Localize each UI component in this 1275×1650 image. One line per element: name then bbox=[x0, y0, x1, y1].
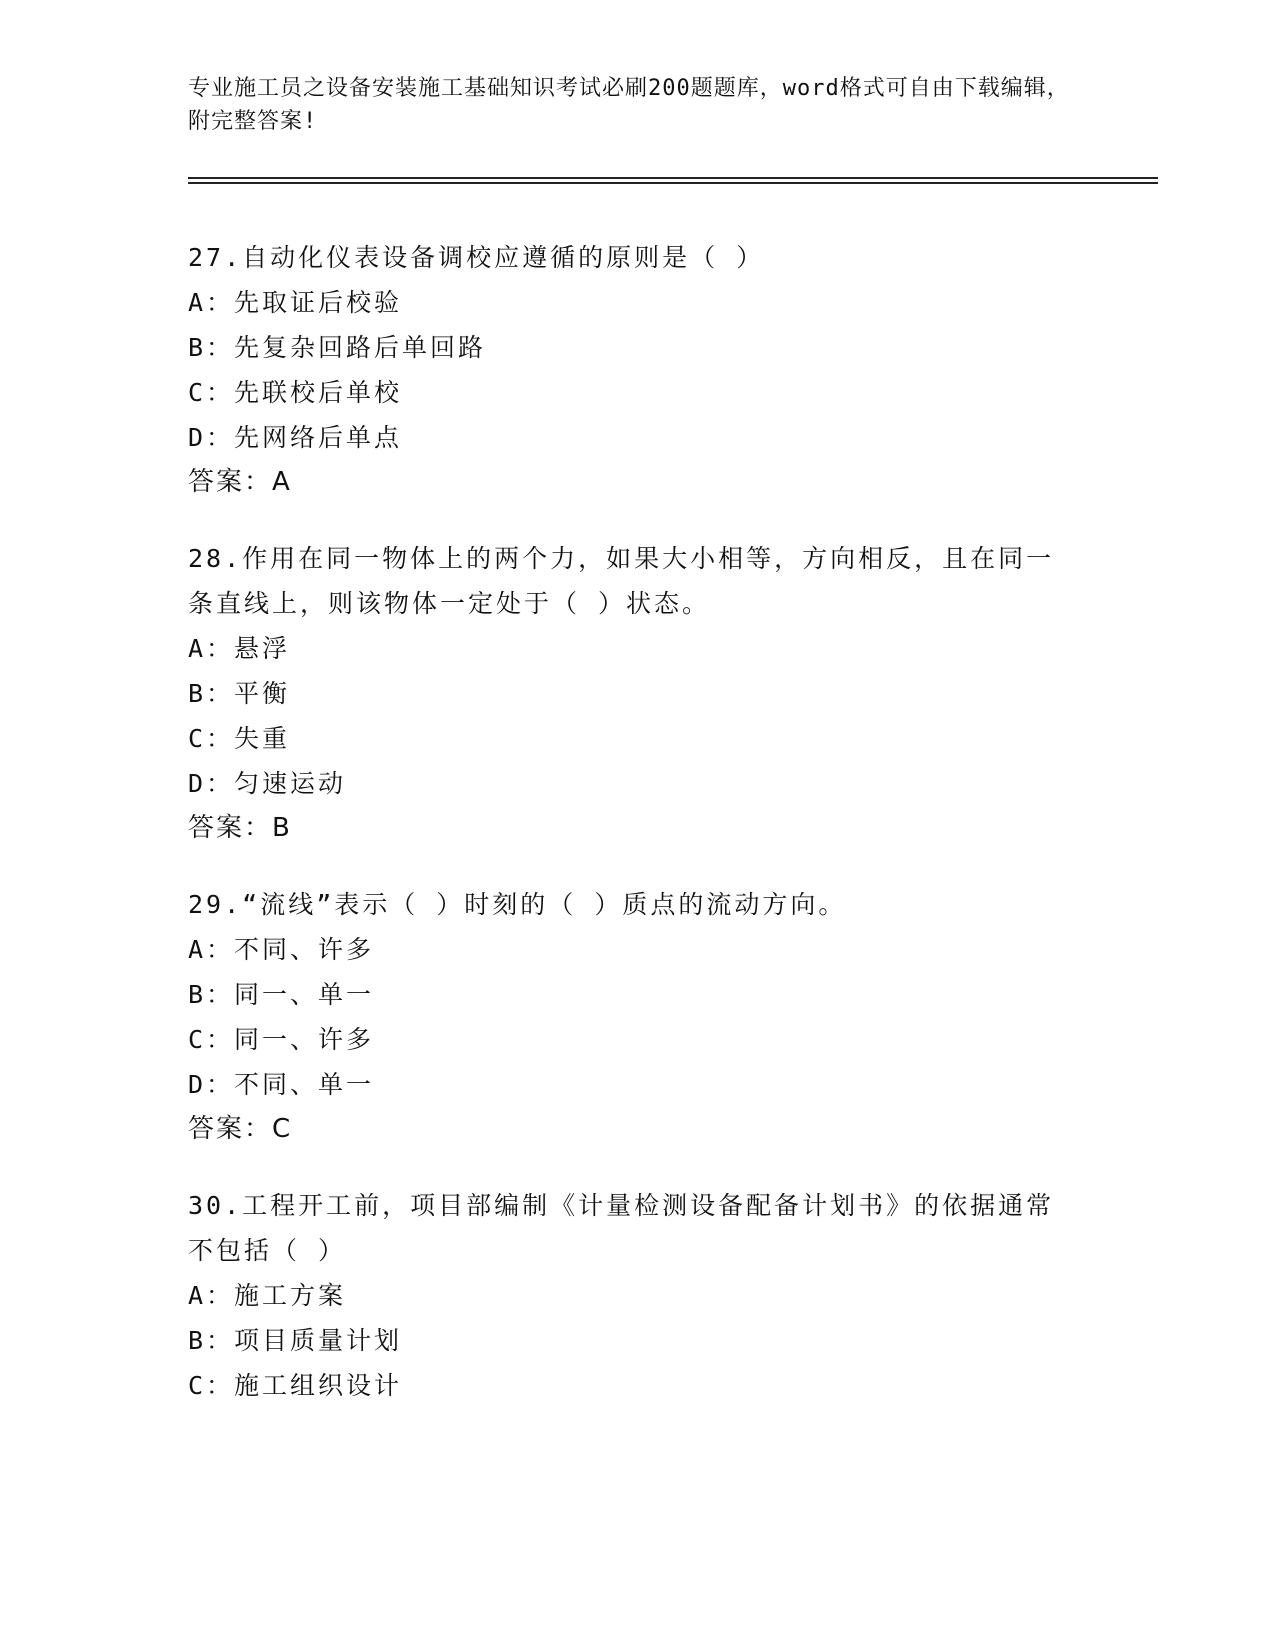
option-b: B：项目质量计划 bbox=[188, 1326, 403, 1355]
question-28 bbox=[188, 536, 1088, 851]
option-c: C：先联校后单校 bbox=[188, 378, 403, 407]
option-d: D：不同、单一 bbox=[188, 1070, 375, 1099]
question-27 bbox=[188, 235, 1088, 505]
answer-line: 答案：A bbox=[188, 467, 292, 497]
option-a: A：不同、许多 bbox=[188, 935, 375, 964]
option-a: A：先取证后校验 bbox=[188, 288, 403, 317]
option-c: C：同一、许多 bbox=[188, 1025, 375, 1054]
option-c: C：施工组织设计 bbox=[188, 1371, 403, 1400]
question-list bbox=[188, 235, 1088, 1439]
option-c: C：失重 bbox=[188, 724, 291, 753]
document-header: 专业施工员之设备安装施工基础知识考试必刷200题题库，word格式可自由下载编辑，附完整答案! bbox=[188, 76, 1070, 134]
option-d: D：匀速运动 bbox=[188, 769, 347, 798]
option-a: A：悬浮 bbox=[188, 634, 291, 663]
question-30 bbox=[188, 1183, 1088, 1408]
option-a: A：施工方案 bbox=[188, 1281, 347, 1310]
header-rule-top bbox=[188, 177, 1158, 179]
question-29 bbox=[188, 882, 1088, 1152]
option-d: D：先网络后单点 bbox=[188, 423, 403, 452]
option-b: B：先复杂回路后单回路 bbox=[188, 333, 487, 362]
answer-line: 答案：C bbox=[188, 1114, 293, 1144]
question-stem: 28.作用在同一物体上的两个力，如果大小相等，方向相反，且在同一条直线上，则该物体一定处于（ ）状态。 bbox=[188, 544, 1055, 618]
option-b: B：平衡 bbox=[188, 679, 291, 708]
answer-line: 答案：B bbox=[188, 813, 292, 843]
question-stem: 27.自动化仪表设备调校应遵循的原则是（ ） bbox=[188, 243, 765, 272]
header-rule-bottom bbox=[188, 182, 1158, 184]
question-stem: 29.“流线”表示（ ）时刻的（ ）质点的流动方向。 bbox=[188, 890, 847, 919]
question-stem: 30.工程开工前，项目部编制《计量检测设备配备计划书》的依据通常不包括（ ） bbox=[188, 1191, 1055, 1265]
option-b: B：同一、单一 bbox=[188, 980, 375, 1009]
